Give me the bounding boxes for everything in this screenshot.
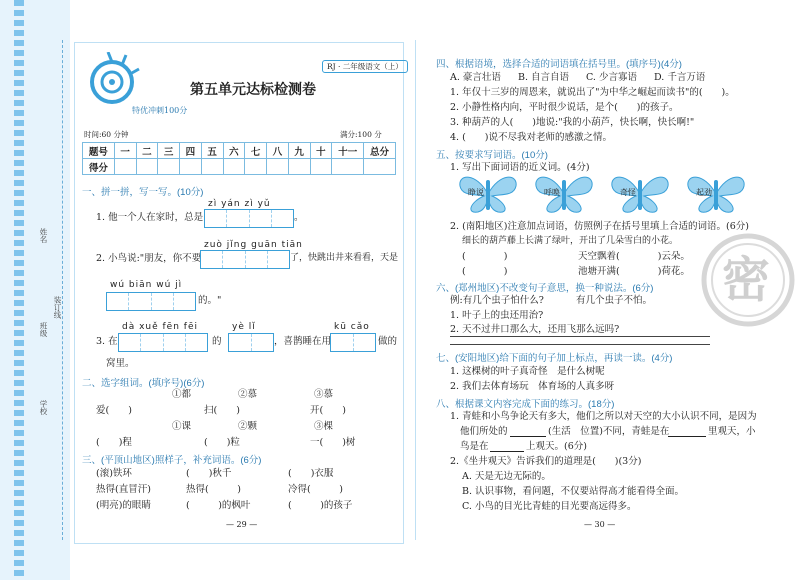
binding-class: 班级 xyxy=(39,322,48,337)
question[interactable]: 1. 这棵树的叶子真奇怪 是什么树呢 xyxy=(450,366,605,377)
question: 1. 叶子上的虫还用治? xyxy=(450,310,544,321)
seal-stamp-text: 密 xyxy=(722,252,771,308)
score-col: 九 xyxy=(288,143,310,159)
question[interactable]: 1. 年仅十三岁的周恩来，就说出了"为中华之崛起而读书"的( )。 xyxy=(450,87,735,98)
center-divider xyxy=(415,40,416,540)
q3-end: 窝里。 xyxy=(106,358,135,369)
binding-school: 学校 xyxy=(39,400,48,415)
binding-strip-edge xyxy=(14,0,24,580)
score-col: 五 xyxy=(201,143,223,159)
q2-text: 2. 小鸟说:"朋友，你不要 xyxy=(96,253,202,264)
binding-dashed-line xyxy=(62,40,63,540)
page-title: 第五单元达标检测卷 xyxy=(190,82,316,98)
fill-item[interactable]: ( ) xyxy=(462,251,508,262)
score-col: 一 xyxy=(114,143,136,159)
score-cell[interactable] xyxy=(201,159,223,175)
q2-pinyin: zuò jǐng guān tiān xyxy=(204,240,303,250)
score-cell[interactable] xyxy=(158,159,180,175)
answer-blank[interactable] xyxy=(490,451,524,452)
question[interactable]: 4. ( )说不尽我对老师的感激之情。 xyxy=(450,132,612,143)
score-cell[interactable] xyxy=(223,159,245,175)
score-cell[interactable] xyxy=(364,159,396,175)
blank-item[interactable]: 扫( ) xyxy=(204,405,240,416)
q2-writing-grid[interactable] xyxy=(200,250,290,269)
option: ②颗 xyxy=(238,421,258,432)
slogan: 特优冲刺100分 xyxy=(132,106,188,115)
q3-writing-grid-1[interactable] xyxy=(118,333,208,352)
blank-item[interactable]: 一( )树 xyxy=(310,437,356,448)
butterfly-word: 睁说 xyxy=(468,188,484,197)
example-a: 例:有几个虫子怕什么? xyxy=(450,295,544,306)
page-number-right: — 30 — xyxy=(584,520,616,529)
butterfly-icon[interactable] xyxy=(532,172,596,216)
score-col: 十一 xyxy=(332,143,364,159)
score-cell[interactable] xyxy=(245,159,267,175)
fill-item[interactable]: ( ) xyxy=(462,266,508,277)
score-col: 七 xyxy=(245,143,267,159)
question: 1. 青蛙和小鸟争论天有多大，他们之所以对天空的大小认识不同，是因为 xyxy=(450,411,757,422)
option: ②慕 xyxy=(238,389,258,400)
fill-item[interactable]: ( )衣服 xyxy=(288,468,334,479)
answer-line[interactable] xyxy=(450,336,710,337)
score-cell[interactable] xyxy=(288,159,310,175)
butterfly-word: 起劲 xyxy=(696,188,712,197)
grade-tag: RJ · 二年级语文（上） xyxy=(322,60,408,73)
option: ①都 xyxy=(172,389,192,400)
q1-text: 1. 他一个人在家时，总是 xyxy=(96,212,204,223)
blank-item[interactable]: ( )程 xyxy=(96,437,132,448)
q3-text: 3. 在 xyxy=(96,336,118,347)
blank-item[interactable]: ( )粒 xyxy=(204,437,240,448)
score-col: 四 xyxy=(180,143,202,159)
fill-item[interactable]: 热得( ) xyxy=(186,484,241,495)
logo-swirl-icon xyxy=(82,52,142,112)
page-number-left: — 29 — xyxy=(226,520,258,529)
score-col: 八 xyxy=(267,143,289,159)
score-col: 三 xyxy=(158,143,180,159)
answer-blank[interactable] xyxy=(510,436,546,437)
binding-seal-line: 装订线 xyxy=(53,296,62,319)
q8-line-3-end: 上观天。(6分) xyxy=(526,441,587,452)
section-3-title: 三、(平顶山地区)照样子，补充词语。(6分) xyxy=(82,455,262,466)
q1-writing-grid[interactable] xyxy=(204,209,294,228)
example-sentence: 细长的葫芦藤上长满了绿叶，开出了几朵雪白的小花。 xyxy=(462,236,679,246)
q8-line-2-end: 里观天，小 xyxy=(708,426,756,437)
section-2-title: 二、选字组词。(填序号)(6分) xyxy=(82,378,205,389)
q3-writing-grid-3[interactable] xyxy=(330,333,376,352)
score-table xyxy=(82,142,396,175)
score-cell[interactable] xyxy=(310,159,332,175)
fill-item[interactable]: (滚)铁环 xyxy=(96,468,132,479)
q3-pinyin-1: dà xuě fēn fēi xyxy=(122,322,198,332)
score-col: 总分 xyxy=(364,143,396,159)
fill-item[interactable]: (明亮)的眼睛 xyxy=(96,500,151,511)
butterfly-word: 呼唤 xyxy=(544,188,560,197)
full-score: 满分:100 分 xyxy=(340,130,382,139)
score-col: 题号 xyxy=(83,143,115,159)
fill-item[interactable]: 天空飘着( )云朵。 xyxy=(578,251,690,262)
butterfly-word: 奇怪 xyxy=(620,188,636,197)
q3-pinyin-3: kū cǎo xyxy=(334,322,370,332)
answer-blank[interactable] xyxy=(668,436,706,437)
q3-writing-grid-2[interactable] xyxy=(228,333,274,352)
score-cell[interactable] xyxy=(180,159,202,175)
q3-mid-3: 做的 xyxy=(378,336,398,347)
question[interactable]: 2. 我们去体育场玩 体育场的人真多呀 xyxy=(450,381,615,392)
question[interactable]: 2. 小静性格内向，平时很少说话，是个( )的孩子。 xyxy=(450,102,679,113)
section-1-title: 一、拼一拼，写一写。(10分) xyxy=(82,187,204,198)
fill-item[interactable]: 冷得( ) xyxy=(288,484,343,495)
blank-item[interactable]: 开( ) xyxy=(310,405,346,416)
q3-mid-1: 的 xyxy=(212,336,222,347)
q2-end: 的。" xyxy=(198,295,222,306)
score-header-row xyxy=(83,143,396,159)
option: A. 豪言壮语 xyxy=(450,72,501,83)
fill-item[interactable]: 池塘开满( )荷花。 xyxy=(578,266,690,277)
butterfly-icon[interactable] xyxy=(608,172,672,216)
q2-writing-grid-2[interactable] xyxy=(106,292,196,311)
option: ①课 xyxy=(172,421,192,432)
question: 2.《坐井观天》告诉我们的道理是( )(3分) xyxy=(450,456,642,467)
section-4-title: 四、根据语境，选择合适的词语填在括号里。(填序号)(4分) xyxy=(436,59,682,70)
blank-item[interactable]: 爱( ) xyxy=(96,405,132,416)
binding-strip xyxy=(0,0,70,580)
section-6-title: 六、(郑州地区)不改变句子意思，换一种说法。(6分) xyxy=(436,283,654,294)
question: 2. 天不过井口那么大，还用飞那么远吗? xyxy=(450,324,620,335)
score-cell[interactable] xyxy=(332,159,364,175)
score-value-row xyxy=(83,159,396,175)
question[interactable]: 3. 种葫芦的人( )地说:"我的小葫芦，快长啊，快长啊!" xyxy=(450,117,695,128)
example-b: 有几个虫子不怕。 xyxy=(576,295,653,306)
score-col: 二 xyxy=(136,143,158,159)
option: ③棵 xyxy=(314,421,334,432)
fill-item[interactable]: ( )秋千 xyxy=(186,468,232,479)
q8-line-2-mid: (生活 位置)不同，青蛙是在 xyxy=(548,426,670,437)
q2-text-cont: 了，快跳出井来看看，天是 xyxy=(290,253,399,263)
question: 1. 写出下面词语的近义词。(4分) xyxy=(450,162,590,173)
q8-line-2-pre: 他们所处的 xyxy=(460,426,508,437)
choice-b[interactable]: B. 认识事物，看问题，不仅要站得高才能看得全面。 xyxy=(462,486,685,497)
q1-end: 。 xyxy=(294,212,304,223)
butterfly-icon[interactable] xyxy=(456,172,520,216)
choice-a[interactable]: A. 天是无边无际的。 xyxy=(462,471,551,482)
score-col: 六 xyxy=(223,143,245,159)
score-row-label: 得分 xyxy=(83,159,115,175)
option: ③慕 xyxy=(314,389,334,400)
butterfly-icon[interactable] xyxy=(684,172,748,216)
answer-line[interactable] xyxy=(450,344,710,345)
option: B. 自言自语 xyxy=(518,72,570,83)
section-8-title: 八、根据课文内容完成下面的练习。(18分) xyxy=(436,399,615,410)
choice-c[interactable]: C. 小鸟的目光比青蛙的目光要高远得多。 xyxy=(462,501,637,512)
fill-item[interactable]: ( )的孩子 xyxy=(288,500,353,511)
q3-pinyin-2: yè lǐ xyxy=(232,322,256,332)
fill-item[interactable]: ( )的枫叶 xyxy=(186,500,251,511)
score-cell[interactable] xyxy=(114,159,136,175)
q3-mid-2: ，喜鹊睡在用 xyxy=(274,336,332,347)
score-cell[interactable] xyxy=(136,159,158,175)
q2-pinyin-2: wú biān wú jì xyxy=(110,280,183,290)
score-col: 十 xyxy=(310,143,332,159)
score-cell[interactable] xyxy=(267,159,289,175)
q8-line-3-pre: 鸟是在 xyxy=(460,441,489,452)
q1-pinyin: zì yán zì yǔ xyxy=(208,199,271,209)
option: D. 千言万语 xyxy=(654,72,706,83)
option: C. 少言寡语 xyxy=(586,72,637,83)
fill-item[interactable]: 热得(直冒汗) xyxy=(96,484,151,495)
question: 2. (南阳地区)注意加点词语，仿照例子在括号里填上合适的词语。(6分) xyxy=(450,221,749,232)
binding-name: 姓名 xyxy=(39,228,48,243)
time-limit: 时间:60 分钟 xyxy=(84,130,129,139)
section-5-title: 五、按要求写词语。(10分) xyxy=(436,150,548,161)
section-7-title: 七、(安阳地区)给下面的句子加上标点，再读一读。(4分) xyxy=(436,353,673,364)
